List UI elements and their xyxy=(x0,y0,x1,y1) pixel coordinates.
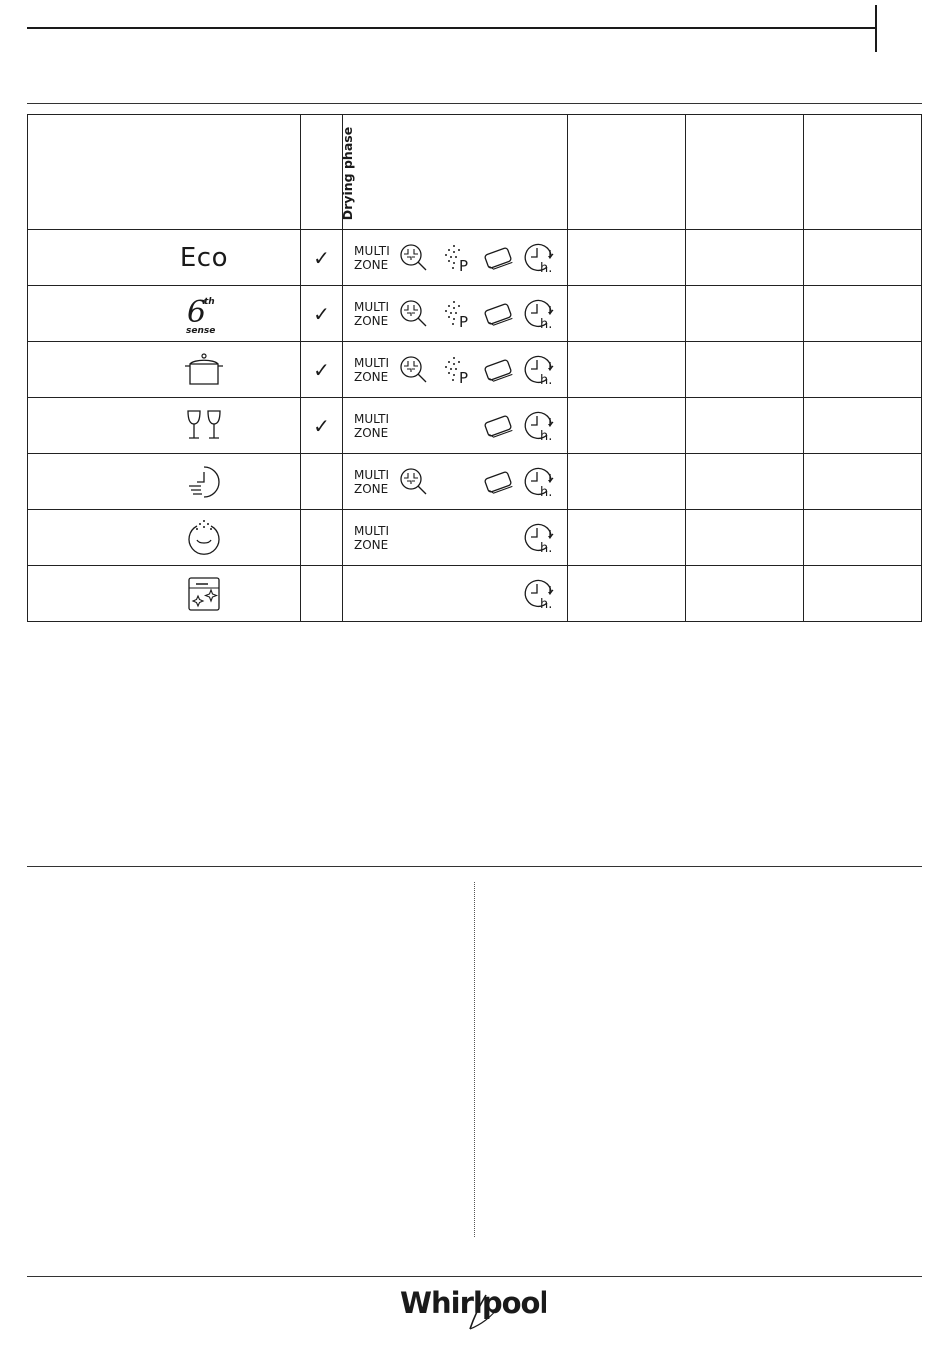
whirlpool-logo xyxy=(398,1283,546,1333)
intensive-option-icon xyxy=(398,454,430,509)
blank-cell xyxy=(804,566,922,622)
delay-start-option-icon xyxy=(523,510,557,565)
header-options-cell xyxy=(343,115,568,230)
blank-cell xyxy=(568,342,686,398)
delay-start-option-icon xyxy=(523,566,557,621)
section-divider-top xyxy=(27,103,922,104)
svg-text:sense: sense xyxy=(186,325,216,336)
multizone-option-icon: MULTI ZONE xyxy=(354,299,390,328)
top-rule-tick xyxy=(875,5,877,52)
drying-cell xyxy=(301,342,343,398)
table-row xyxy=(28,286,922,342)
blank-cell xyxy=(686,398,804,454)
delay-start-option-icon xyxy=(523,454,557,509)
delay-start-option-icon xyxy=(523,398,557,453)
blank-cell xyxy=(804,230,922,286)
svg-text:h.: h. xyxy=(540,484,553,499)
pre-wash-icon xyxy=(184,518,224,558)
options-cell xyxy=(343,566,568,622)
check-mark: ✓ xyxy=(313,413,330,438)
power-clean-option-icon xyxy=(440,342,472,397)
column-separator xyxy=(474,882,475,1237)
options-cell xyxy=(343,286,568,342)
eco-program-label: Eco xyxy=(179,242,228,273)
table-header-row xyxy=(28,115,922,230)
blank-cell xyxy=(686,510,804,566)
program-icon-cell xyxy=(28,566,301,622)
fast-wash-clock-icon xyxy=(184,464,224,500)
header-col-5 xyxy=(686,115,804,230)
options-cell xyxy=(343,510,568,566)
blank-cell xyxy=(568,566,686,622)
multizone-option-icon: MULTI ZONE xyxy=(354,355,390,384)
blank-cell xyxy=(568,454,686,510)
check-mark: ✓ xyxy=(313,301,330,326)
intensive-pot-icon xyxy=(182,350,226,390)
multizone-option-icon: MULTI ZONE xyxy=(354,243,391,272)
svg-text:h.: h. xyxy=(540,540,553,555)
blank-cell xyxy=(686,566,804,622)
blank-cell xyxy=(568,286,686,342)
delay-start-option-icon xyxy=(523,230,557,285)
table-row xyxy=(28,342,922,398)
blank-cell xyxy=(686,230,804,286)
svg-text:th: th xyxy=(204,296,215,307)
multizone-option-icon: MULTI ZONE xyxy=(354,411,390,440)
program-icon-cell xyxy=(28,454,301,510)
blank-cell xyxy=(686,454,804,510)
table-row xyxy=(28,230,922,286)
drying-cell xyxy=(301,398,343,454)
blank-cell xyxy=(686,286,804,342)
svg-text:Whirlpool: Whirlpool xyxy=(400,1286,546,1320)
power-clean-option-icon xyxy=(440,230,472,285)
drying-phase-heading: Drying phase xyxy=(340,126,356,220)
intensive-option-icon xyxy=(398,230,430,285)
section-divider-middle xyxy=(27,866,922,867)
table-row xyxy=(28,454,922,510)
svg-text:h.: h. xyxy=(540,428,553,443)
svg-text:P: P xyxy=(459,312,469,330)
svg-text:h.: h. xyxy=(540,372,553,387)
drying-cell xyxy=(301,510,343,566)
glass-care-icon xyxy=(184,408,224,444)
drying-cell xyxy=(301,566,343,622)
blank-cell xyxy=(568,398,686,454)
header-program-cell xyxy=(28,115,301,230)
blank-cell xyxy=(568,230,686,286)
blank-cell xyxy=(804,510,922,566)
power-clean-option-icon xyxy=(440,286,472,341)
tablet-option-icon xyxy=(482,286,514,341)
tablet-option-icon xyxy=(482,342,514,397)
check-mark: ✓ xyxy=(313,357,330,382)
blank-cell xyxy=(568,510,686,566)
delay-start-option-icon xyxy=(523,286,557,341)
options-cell xyxy=(343,230,568,286)
tablet-option-icon xyxy=(482,398,514,453)
blank-cell xyxy=(804,286,922,342)
table-row xyxy=(28,398,922,454)
blank-cell xyxy=(804,454,922,510)
svg-text:6: 6 xyxy=(187,294,207,330)
self-cleaning-icon xyxy=(184,575,224,613)
blank-cell xyxy=(686,342,804,398)
header-drying-cell xyxy=(301,115,356,230)
tablet-option-icon xyxy=(482,230,514,285)
sixth-sense-icon xyxy=(182,292,222,336)
drying-cell xyxy=(301,230,343,286)
check-mark: ✓ xyxy=(313,245,330,270)
intensive-option-icon xyxy=(398,286,430,341)
blank-cell xyxy=(804,398,922,454)
program-icon-cell xyxy=(28,230,301,286)
section-divider-bottom xyxy=(27,1276,922,1277)
drying-cell xyxy=(301,286,343,342)
top-rule xyxy=(27,27,877,29)
multizone-option-icon: MULTI ZONE xyxy=(354,523,390,552)
svg-text:P: P xyxy=(459,256,469,274)
program-icon-cell xyxy=(28,510,301,566)
program-icon-cell xyxy=(28,286,301,342)
delay-start-option-icon xyxy=(523,342,557,397)
options-cell xyxy=(343,398,568,454)
blank-cell xyxy=(804,342,922,398)
tablet-option-icon xyxy=(482,454,514,509)
svg-text:h.: h. xyxy=(540,316,553,331)
program-icon-cell xyxy=(28,342,301,398)
drying-cell xyxy=(301,454,343,510)
intensive-option-icon xyxy=(398,342,430,397)
program-table xyxy=(27,114,922,622)
header-col-4 xyxy=(568,115,686,230)
svg-text:h.: h. xyxy=(540,596,553,611)
options-cell xyxy=(343,454,568,510)
svg-text:h.: h. xyxy=(540,260,553,275)
multizone-option-icon: MULTI ZONE xyxy=(354,467,390,496)
svg-text:P: P xyxy=(459,368,469,386)
header-col-6 xyxy=(804,115,922,230)
table-row xyxy=(28,510,922,566)
options-cell xyxy=(343,342,568,398)
program-icon-cell xyxy=(28,398,301,454)
table-row xyxy=(28,566,922,622)
